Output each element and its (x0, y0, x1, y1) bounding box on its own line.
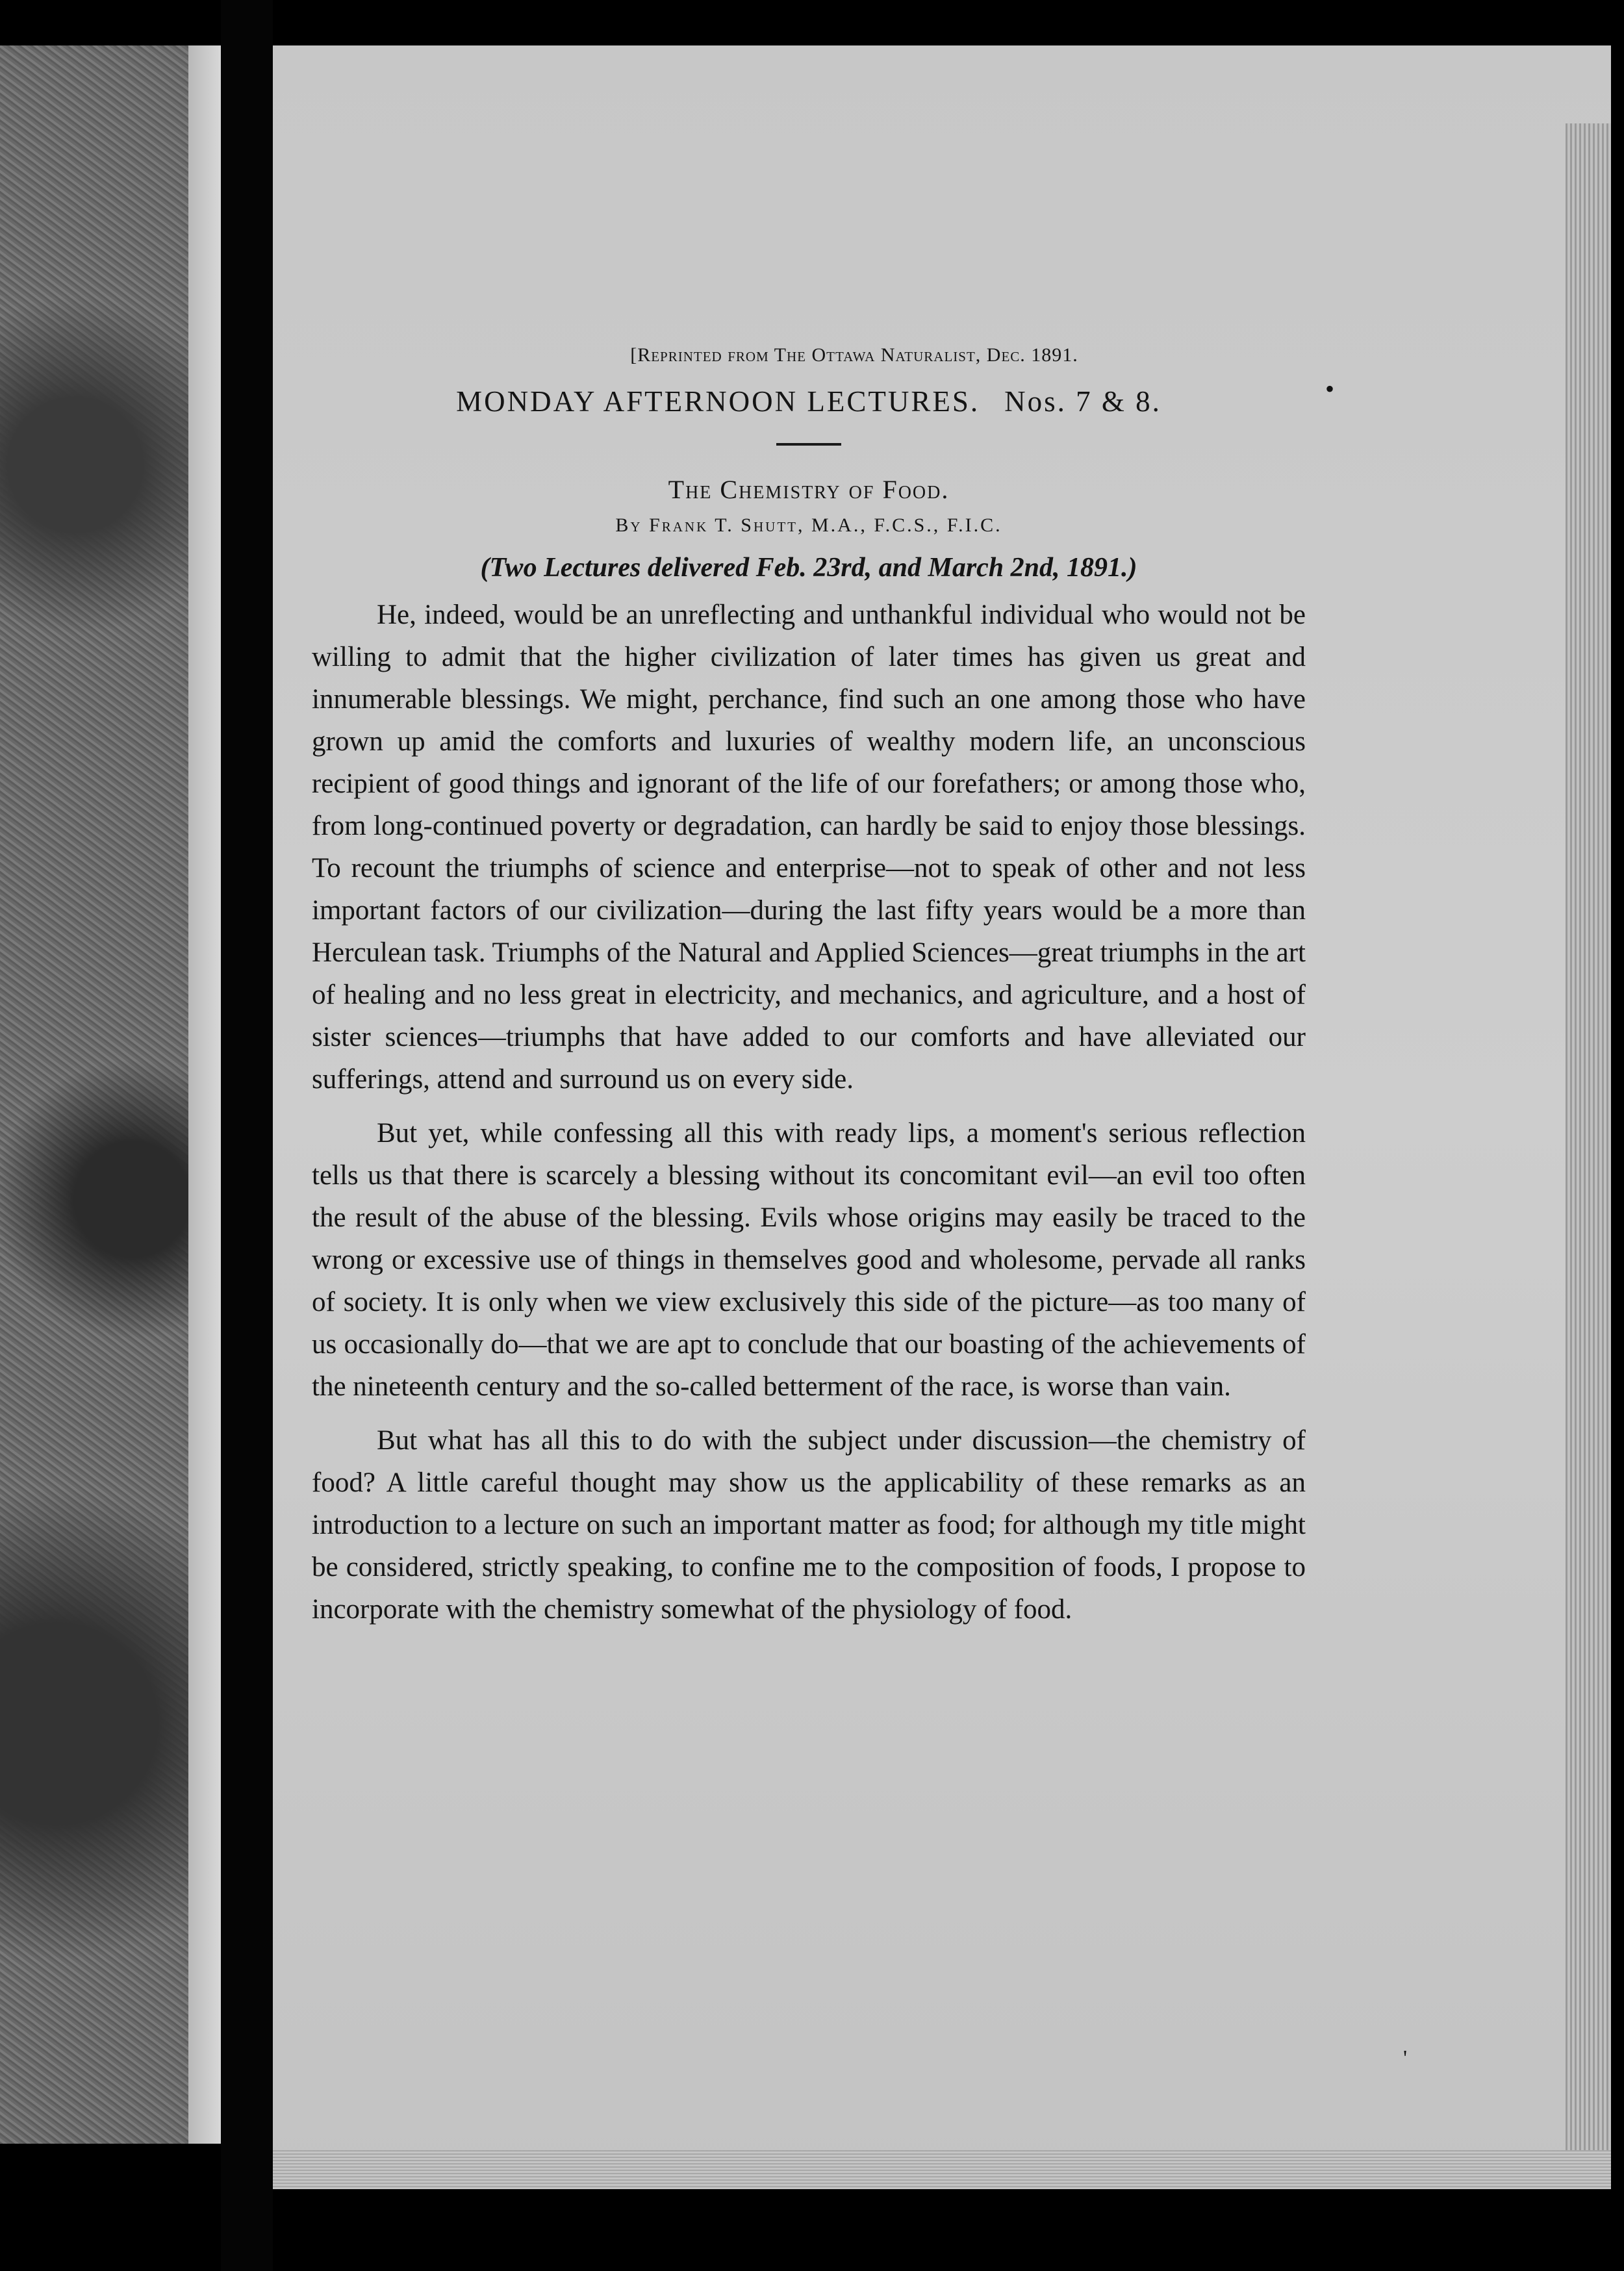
body-paragraph: He, indeed, would be an unreflecting and unthankful individual who would not be willing to admit that the higher civilization of later times has given us great and innumerable blessings. We might, perchance, find such an one among those who have grown up amid the comforts and luxuries of wealthy modern life, an unconscious recipient of good things and ignorant of the life of our forefathers; or among those who, from long-continued poverty or degradation, can hardly be said to enjoy those blessings. To recount the triumphs of science and enterprise—not to speak of other and not less important factors of our civilization—during the last fifty years would be a more than Herculean task. Triumphs of the Natural and Applied Sciences—great triumphs in the art of healing and no less great in electricity, and mechanics, and agriculture, and a host of sister sciences—triumphs that have added to our comforts and have alleviated our sufferings, attend and surround us on every side. (312, 600, 1306, 1095)
article-byline: By Frank T. Shutt, M.A., F.C.S., F.I.C. (615, 514, 1002, 536)
page-stack-right-edge (1566, 123, 1611, 2189)
ink-speck: ' (1403, 2046, 1408, 2070)
page-stack-bottom-edge (273, 2150, 1611, 2189)
body-paragraph: But what has all this to do with the subject under discussion—the chemistry of food? A little careful thought may show us the applicability of these remarks as an introduction to a lecture on such an important matter as food; for although my title might be considered, strictly speaking, to confine me to the composition of foods, I propose to incorporate with the chemistry somewhat of the physiology of food. (312, 1425, 1306, 1625)
page-content (312, 344, 1306, 1630)
series-numbers: Nos. 7 & 8. (1004, 385, 1161, 418)
article-title: The Chemistry of Food. (668, 475, 950, 504)
book-gutter (221, 0, 273, 2271)
article-subtitle: (Two Lectures delivered Feb. 23rd, and March 2nd, 1891.) (480, 553, 1137, 583)
body-paragraph: But yet, while confessing all this with ready lips, a moment's serious reflection tells us that there is scarcely a blessing without its concomitant evil—an evil too often the result of the abuse of the blessing. Evils whose origins may easily be traced to the wrong or excessive use of things in themselves good and wholesome, pervade all ranks of society. It is only when we view exclusively this side of the picture—as too many of us occasionally do—that we are apt to conclude that our boasting of the achievements of the nineteenth century and the so-called betterment of the race, is worse than vain. (312, 1118, 1306, 1402)
ink-speck: • (1325, 374, 1335, 403)
series-title (312, 385, 1306, 430)
title-divider (776, 443, 841, 446)
series-title-text: MONDAY AFTERNOON LECTURES. (456, 385, 980, 418)
adjacent-page-margin (188, 45, 221, 2144)
reprint-note: [Reprinted from The Ottawa Naturalist, Dec. 1891. (630, 344, 1078, 366)
adjacent-page-edge (0, 45, 188, 2144)
